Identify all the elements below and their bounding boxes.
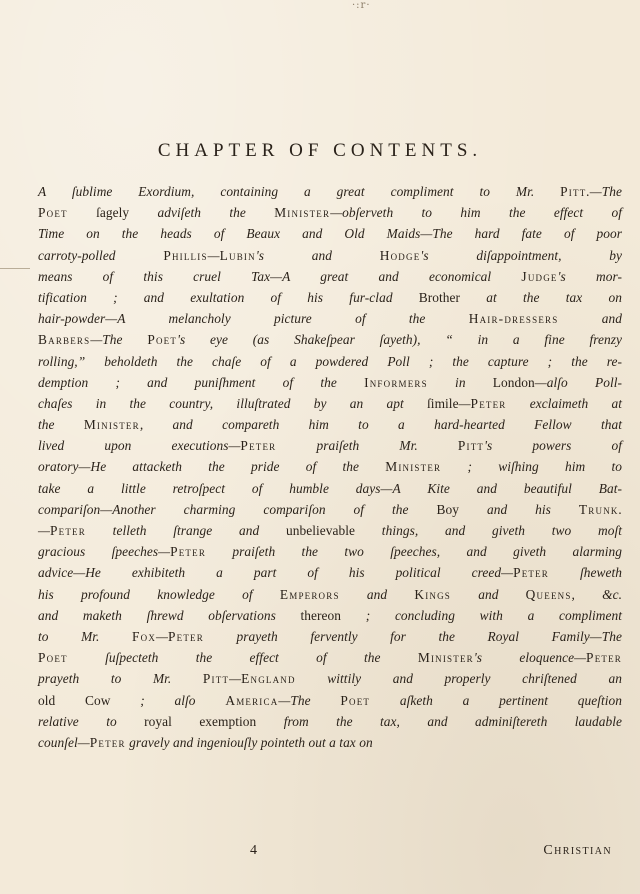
text-segment: — bbox=[229, 671, 242, 687]
text-line bbox=[38, 287, 622, 308]
text-segment: things, and giveth two moſt bbox=[355, 523, 623, 538]
text-segment: Pitt bbox=[457, 438, 485, 454]
text-segment: ſuſpecteth the effect of the bbox=[67, 650, 418, 666]
text-segment: America bbox=[225, 692, 279, 708]
text-segment: Hair-dressers bbox=[468, 311, 559, 327]
text-line bbox=[38, 266, 622, 287]
text-segment: Poet bbox=[147, 332, 178, 348]
text-segment: adviſeth the bbox=[157, 205, 275, 221]
text-segment: to Mr. bbox=[38, 628, 132, 644]
text-segment: Emperors bbox=[279, 586, 340, 602]
text-segment: Peter bbox=[49, 523, 86, 538]
text-line bbox=[38, 499, 622, 520]
text-segment: tification ; and exultation of his fur-clad bbox=[38, 289, 419, 305]
text-segment: England bbox=[241, 671, 296, 687]
text-segment: ſheweth bbox=[549, 565, 622, 581]
text-segment: Peter bbox=[586, 650, 622, 666]
text-segment: ; concluding with a compliment bbox=[341, 607, 623, 623]
text-segment: ſagely bbox=[67, 205, 158, 221]
text-segment: old Cow bbox=[38, 692, 111, 708]
text-line bbox=[38, 223, 622, 244]
text-segment: and bbox=[451, 586, 526, 602]
text-line bbox=[38, 711, 622, 732]
text-segment: 's eye (as Shakeſpear ſayeth), “ in a fine frenzy bbox=[177, 332, 623, 348]
text-line bbox=[38, 245, 622, 266]
text-segment: royal exemption bbox=[144, 713, 257, 729]
text-segment: counſel— bbox=[38, 734, 90, 750]
text-line bbox=[38, 562, 622, 583]
text-segment: Boy bbox=[436, 501, 459, 517]
catchword: Christian bbox=[543, 843, 612, 858]
text-line bbox=[38, 478, 622, 499]
text-segment: —alſo Poll- bbox=[534, 374, 622, 390]
text-segment: Phillis bbox=[163, 247, 208, 263]
text-segment: ; alſo bbox=[110, 692, 226, 708]
text-segment: chaſes in the country, illuſtrated by an apt bbox=[38, 395, 428, 411]
text-segment: Minister bbox=[385, 459, 442, 475]
text-segment: take a little retroſpect of humble days—A Kite and beautiful Bat- bbox=[38, 480, 622, 496]
text-segment: Peter bbox=[513, 565, 550, 581]
chapter-heading: CHAPTER OF CONTENTS. bbox=[157, 140, 483, 161]
text-segment: and maketh ſhrewd obſervations bbox=[38, 607, 301, 623]
text-segment: lived upon executions— bbox=[38, 438, 241, 454]
text-line bbox=[38, 202, 622, 223]
text-segment: Trunk bbox=[578, 501, 619, 517]
text-segment: A ſublime Exordium, containing a great compliment to Mr. bbox=[38, 184, 561, 199]
text-segment: aſketh a pertinent queſtion bbox=[370, 692, 623, 708]
text-segment: Barbers bbox=[38, 332, 91, 348]
text-segment: ſimile bbox=[427, 395, 459, 411]
text-line bbox=[38, 668, 622, 689]
text-segment: praiſeth the two ſpeeches, and giveth alarming bbox=[206, 544, 622, 560]
text-segment: 's diſappointment, by bbox=[420, 247, 623, 263]
signature-mark: 4 bbox=[250, 843, 257, 858]
text-segment: Time on the heads of Beaux and Old Maids—The hard fate of poor bbox=[38, 226, 622, 242]
text-segment: advice—He exhibiteth a part of his political creed— bbox=[38, 565, 514, 581]
text-segment: and bbox=[339, 586, 415, 602]
text-segment: unbelievable bbox=[286, 523, 356, 538]
text-line bbox=[38, 584, 622, 605]
text-segment: prayeth to Mr. bbox=[38, 671, 203, 687]
text-segment: carroty-polled bbox=[38, 247, 164, 263]
text-line bbox=[38, 308, 622, 329]
text-segment: demption ; and puniſhment of the bbox=[38, 374, 365, 390]
text-segment: and his bbox=[459, 501, 579, 517]
text-segment: Peter bbox=[168, 628, 204, 644]
text-segment: relative to bbox=[38, 713, 145, 729]
top-ink-mark: ·:r· bbox=[352, 0, 371, 11]
text-segment: Minister bbox=[274, 205, 331, 221]
text-line bbox=[38, 732, 622, 753]
text-segment: Judge bbox=[521, 268, 558, 284]
text-segment: — bbox=[38, 523, 50, 538]
text-segment: . bbox=[618, 501, 622, 517]
text-segment: Lubin bbox=[219, 247, 256, 263]
text-line bbox=[38, 626, 622, 647]
text-line bbox=[38, 414, 622, 435]
text-segment: prayeth fervently for the Royal Family—The bbox=[203, 628, 622, 644]
text-segment: — bbox=[156, 628, 169, 644]
text-line bbox=[38, 372, 622, 393]
text-segment: from the tax, and adminiſtereth laudable bbox=[256, 713, 622, 729]
text-segment: — bbox=[207, 247, 220, 263]
margin-crease bbox=[0, 268, 30, 269]
text-segment: Peter bbox=[470, 395, 507, 411]
text-line bbox=[38, 435, 622, 456]
text-segment: Poet bbox=[38, 650, 68, 666]
text-line bbox=[38, 329, 622, 350]
text-segment: 's and bbox=[255, 247, 380, 263]
contents-paragraph bbox=[38, 181, 622, 753]
text-segment: Peter bbox=[240, 438, 277, 454]
text-segment: Pitt bbox=[202, 671, 230, 687]
text-line bbox=[38, 520, 622, 541]
text-segment: Queens bbox=[525, 586, 572, 602]
text-segment: Kings bbox=[414, 586, 451, 602]
text-segment: in bbox=[427, 374, 493, 390]
text-segment: Brother bbox=[418, 289, 461, 305]
text-line bbox=[38, 541, 622, 562]
text-segment: rolling,” beholdeth the chaſe of a powdered Poll ; the capture ; the re- bbox=[38, 353, 622, 369]
text-segment: exclaimeth at bbox=[506, 395, 623, 411]
text-segment: ; wiſhing him to bbox=[441, 459, 622, 475]
text-segment: and bbox=[558, 311, 622, 327]
text-segment: gravely and ingeniouſly pointeth out a tax on bbox=[125, 734, 373, 750]
text-segment: the bbox=[38, 417, 84, 433]
text-segment: oratory—He attacketh the pride of the bbox=[38, 459, 386, 475]
text-segment: means of this cruel Tax—A great and economical bbox=[38, 268, 522, 284]
text-segment: praiſeth Mr. bbox=[276, 438, 458, 454]
page-footer bbox=[0, 843, 640, 865]
text-segment: Peter bbox=[170, 544, 207, 560]
text-line bbox=[38, 181, 622, 202]
text-segment: Poet bbox=[340, 692, 371, 708]
text-segment: telleth ſtrange and bbox=[85, 523, 287, 538]
text-segment: Pitt bbox=[560, 184, 587, 199]
text-segment: , &c. bbox=[571, 586, 623, 602]
text-line bbox=[38, 456, 622, 477]
text-segment: compariſon—Another charming compariſon of the bbox=[38, 501, 437, 517]
text-line bbox=[38, 351, 622, 372]
text-segment: 's mor- bbox=[557, 268, 622, 284]
text-segment: Poet bbox=[38, 205, 68, 221]
text-segment: Informers bbox=[364, 374, 428, 390]
text-segment: Hodge bbox=[379, 247, 421, 263]
text-segment: — bbox=[458, 395, 471, 411]
text-line bbox=[38, 690, 622, 711]
text-segment: at the tax on bbox=[460, 289, 622, 305]
text-segment: , and compareth him to a hard-hearted Fellow that bbox=[139, 417, 622, 433]
text-segment: 's powers of bbox=[484, 438, 622, 454]
text-segment: hair-powder—A melancholy picture of the bbox=[38, 311, 469, 327]
text-segment: London bbox=[492, 374, 535, 390]
text-segment: —obſerveth to him the effect of bbox=[330, 205, 622, 221]
text-segment: his profound knowledge of bbox=[38, 586, 280, 602]
text-segment: Peter bbox=[89, 734, 126, 750]
text-segment: .—The bbox=[586, 184, 622, 199]
text-line bbox=[38, 605, 622, 626]
text-segment: 's eloquence— bbox=[473, 650, 587, 666]
text-segment: —The bbox=[90, 332, 148, 348]
text-segment: gracious ſpeeches— bbox=[38, 544, 171, 560]
text-segment: —The bbox=[278, 692, 341, 708]
text-segment: wittily and properly chriſtened an bbox=[295, 671, 622, 687]
text-line bbox=[38, 647, 622, 668]
text-line bbox=[38, 393, 622, 414]
text-segment: Minister bbox=[417, 650, 474, 666]
text-segment: Fox bbox=[132, 628, 157, 644]
text-segment: Minister bbox=[83, 417, 140, 433]
text-segment: thereon bbox=[300, 607, 342, 623]
